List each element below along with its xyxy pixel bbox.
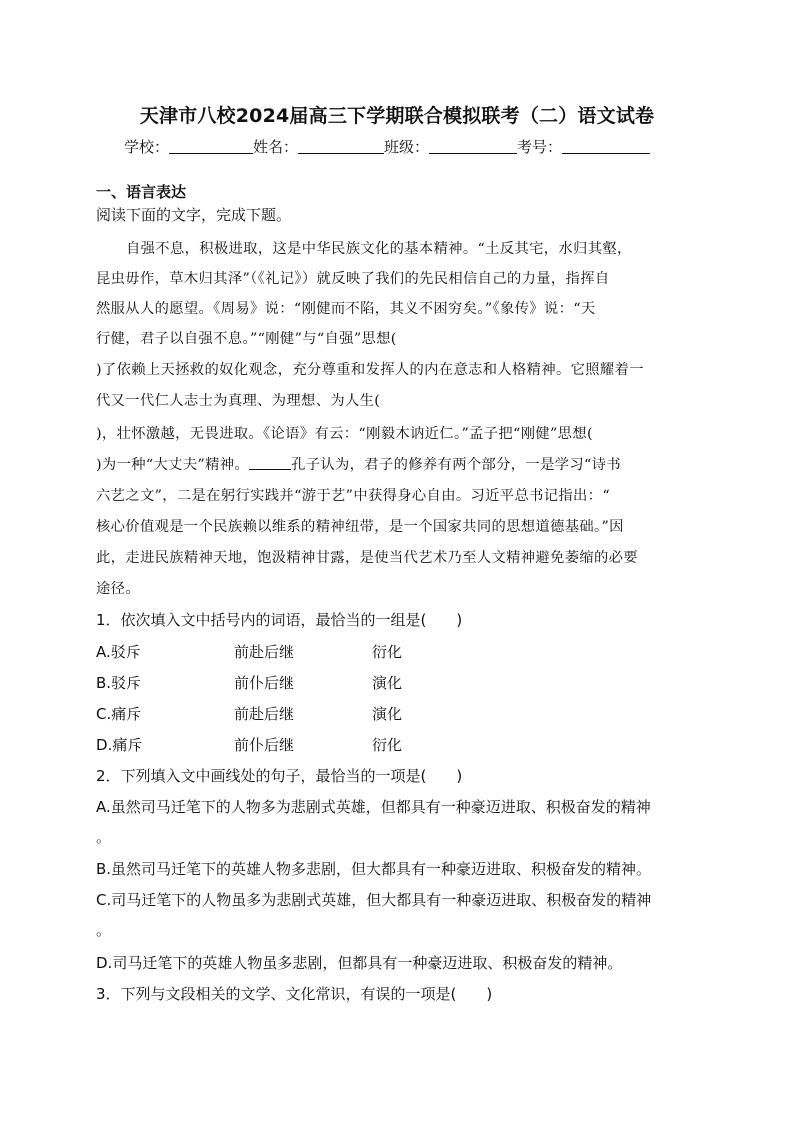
- q1-option-c-word2: 前赴后继: [234, 705, 295, 723]
- passage-line-1: 自强不息，积极进取，这是中华民族文化的基本精神。“土反其宅，水归其壑，: [126, 241, 632, 257]
- section-heading: 一、语言表达: [96, 183, 187, 201]
- q2-option-b[interactable]: B.虽然司马迁笔下的英雄人物多悲剧，但大都具有一种豪迈进取、积极奋发的精神。: [96, 860, 652, 878]
- q2-option-c-cont: 。: [96, 921, 112, 939]
- q1-option-b-word3: 演化: [372, 674, 403, 692]
- name-label: 姓名：: [253, 138, 299, 156]
- number-blank[interactable]: [562, 139, 650, 154]
- passage-line-8: [96, 454, 621, 474]
- class-blank[interactable]: [429, 139, 517, 154]
- instruction: 阅读下面的文字，完成下题。: [96, 206, 292, 224]
- passage-line-4: 行健，君子以自强不息。”“刚健”与“自强”思想(: [96, 331, 397, 347]
- q1-option-d-word3: 衍化: [372, 736, 403, 754]
- q1-option-b-word2: 前仆后继: [234, 674, 295, 692]
- q1-option-b-label: B.驳斥: [96, 674, 142, 692]
- student-info-line: [124, 136, 650, 157]
- underline-blank: [249, 456, 291, 470]
- q1-option-c-label: C.痛斥: [96, 705, 142, 723]
- q2-option-a-cont: 。: [96, 828, 112, 846]
- question-1-stem: 1．依次填入文中括号内的词语，最恰当的一组是( ): [96, 611, 463, 629]
- passage-line-2: 昆虫毋作，草木归其泽”（《礼记》）就反映了我们的先民相信自己的力量，指挥自: [96, 271, 610, 287]
- q2-option-d[interactable]: D.司马迁笔下的英雄人物虽多悲剧，但都具有一种豪迈进取、积极奋发的精神。: [96, 954, 623, 972]
- passage-line-3: 然服从人的愿望。《周易》说：“刚健而不陷，其义不困穷矣。”《象传》说：“天: [96, 301, 596, 317]
- q1-option-a-word2: 前赴后继: [234, 643, 295, 661]
- q1-option-a-word3: 衍化: [372, 643, 403, 661]
- q1-option-c-word3: 演化: [372, 705, 403, 723]
- q1-option-d-word2: 前仆后继: [234, 736, 295, 754]
- question-3-stem: 3．下列与文段相关的文学、文化常识，有误的一项是( ): [96, 985, 493, 1003]
- school-label: 学校：: [124, 138, 170, 156]
- passage-line-11: 此，走进民族精神天地，饱汲精神甘露，是使当代艺术乃至人文精神避免萎缩的必要: [96, 550, 638, 566]
- passage-line-9: 六艺之文”，二是在躬行实践并“游于艺”中获得身心自由。习近平总书记指出：“: [96, 488, 610, 504]
- passage-line-10: 核心价值观是一个民族赖以维系的精神纽带，是一个国家共同的思想道德基础。”因: [96, 519, 624, 535]
- q1-option-d-label: D.痛斥: [96, 736, 143, 754]
- q2-option-c[interactable]: C.司马迁笔下的人物虽多为悲剧式英雄，但大都具有一种豪迈进取、积极奋发的精神: [96, 891, 652, 909]
- q2-option-a[interactable]: A.虽然司马迁笔下的人物多为悲剧式英雄，但都具有一种豪迈进取、积极奋发的精神: [96, 798, 651, 816]
- passage-line-8-end: 孔子认为，君子的修养有两个部分，一是学习“诗书: [291, 457, 621, 473]
- exam-title: 天津市八校2024届高三下学期联合模拟联考（二）语文试卷: [139, 105, 655, 127]
- school-blank[interactable]: [169, 139, 253, 154]
- name-blank[interactable]: [298, 139, 384, 154]
- passage-line-7: )，壮怀激越，无畏进取。《论语》有云：“刚毅木讷近仁。”孟子把“刚健”思想(: [96, 426, 593, 442]
- q1-option-a-label: A.驳斥: [96, 643, 141, 661]
- number-label: 考号：: [517, 138, 563, 156]
- passage-line-8-start: )为一种“大丈夫”精神。: [96, 457, 250, 473]
- passage-line-12: 途径。: [96, 581, 140, 597]
- passage-line-6: 代又一代仁人志士为真理、为理想、为人生(: [96, 393, 381, 409]
- question-2-stem: 2．下列填入文中画线处的句子，最恰当的一项是( ): [96, 767, 463, 785]
- class-label: 班级：: [384, 138, 430, 156]
- passage-line-5: )了依赖上天拯救的奴化观念，充分尊重和发挥人的内在意志和人格精神。它照耀着一: [96, 362, 644, 378]
